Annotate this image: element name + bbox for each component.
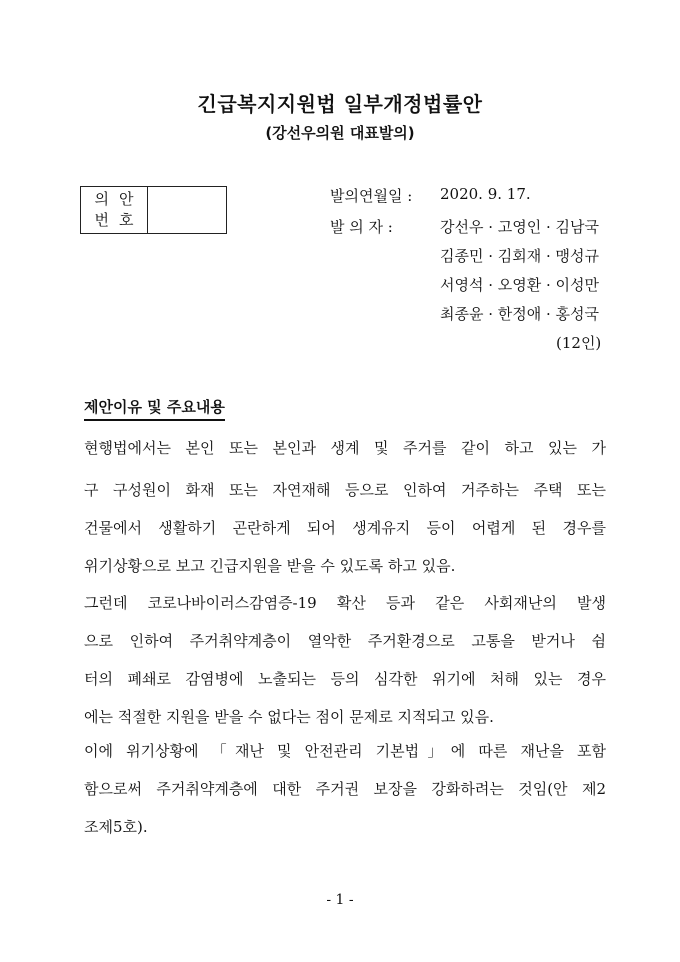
bill-number-label bbox=[81, 187, 148, 233]
proposer-line: 서영석 · 오영환 · 이성만 bbox=[440, 276, 600, 294]
proposer-line: 강선우 · 고영인 · 김남국 bbox=[440, 218, 600, 236]
body-line: 에는 적절한 지원을 받을 수 없다는 점이 문제로 지적되고 있음. bbox=[84, 708, 494, 726]
body-line: 조제5호). bbox=[84, 818, 148, 836]
proposer-label: 발 의 자 : bbox=[330, 218, 393, 236]
body-line: 위기상황으로 보고 긴급지원을 받을 수 있도록 하고 있음. bbox=[84, 557, 456, 575]
proposer-count: (12인) bbox=[556, 334, 602, 352]
document-subtitle: (강선우의원 대표발의) bbox=[265, 124, 415, 142]
bill-number-label-line2: 번호 bbox=[94, 211, 144, 229]
proposer-line: 김종민 · 김회재 · 맹성규 bbox=[440, 247, 600, 265]
body-line: 함으로써 주거취약계층에 대한 주거권 보장을 강화하려는 것임(안 제2 bbox=[84, 780, 606, 798]
body-line: 현행법에서는 본인 또는 본인과 생계 및 주거를 같이 하고 있는 가 bbox=[84, 439, 606, 457]
proposal-date-value: 2020. 9. 17. bbox=[440, 185, 531, 203]
body-line: 터의 폐쇄로 감염병에 노출되는 등의 심각한 위기에 처해 있는 경우 bbox=[84, 670, 606, 688]
bill-number-label-line1: 의안 bbox=[94, 190, 144, 208]
body-line: 건물에서 생활하기 곤란하게 되어 생계유지 등이 어렵게 된 경우를 bbox=[84, 519, 606, 537]
body-line: 이에 위기상황에 「재난 및 안전관리 기본법」에 따른 재난을 포함 bbox=[84, 742, 606, 760]
bill-number-box bbox=[80, 186, 227, 234]
proposer-line: 최종윤 · 한정애 · 홍성국 bbox=[440, 305, 600, 323]
page-number: - 1 - bbox=[326, 892, 354, 908]
body-line: 그런데 코로나바이러스감염증-19 확산 등과 같은 사회재난의 발생 bbox=[84, 594, 606, 612]
body-line: 구 구성원이 화재 또는 자연재해 등으로 인하여 거주하는 주택 또는 bbox=[84, 481, 606, 499]
proposal-date-label: 발의연월일 : bbox=[330, 187, 413, 205]
section-heading: 제안이유 및 주요내용 bbox=[84, 396, 225, 421]
body-line: 으로 인하여 주거취약계층이 열악한 주거환경으로 고통을 받거나 쉼 bbox=[84, 632, 606, 650]
document-title: 긴급복지지원법 일부개정법률안 bbox=[197, 92, 483, 116]
